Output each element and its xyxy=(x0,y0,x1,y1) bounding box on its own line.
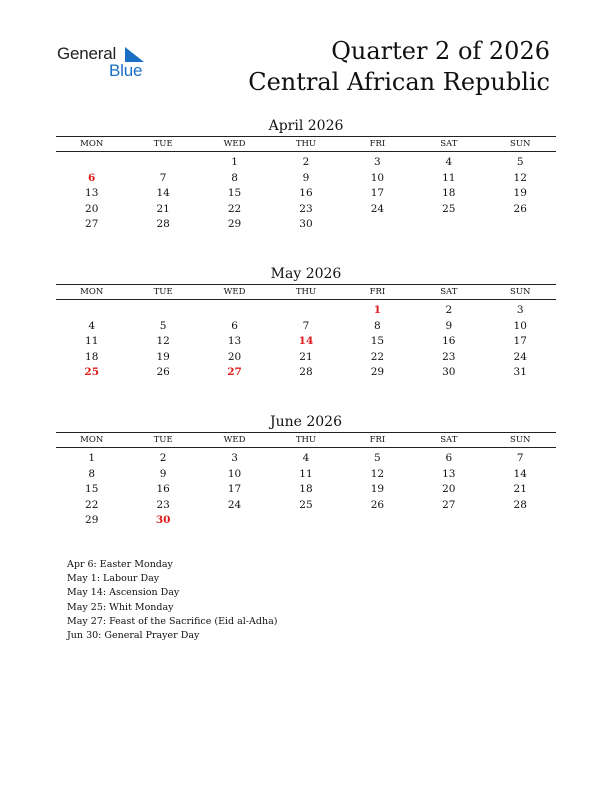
day-cell: 26 xyxy=(370,498,385,511)
weekday-label: WED xyxy=(223,139,246,149)
week-row xyxy=(56,365,556,381)
week-row xyxy=(56,467,556,483)
holiday-day-cell: 30 xyxy=(155,514,171,527)
month-block-may xyxy=(56,265,556,381)
day-cell: 3 xyxy=(231,452,238,464)
day-cell: 1 xyxy=(88,452,96,464)
week-row xyxy=(56,451,556,467)
day-cell: 1 xyxy=(231,156,238,168)
week-row xyxy=(56,171,556,187)
day-cell: 12 xyxy=(156,335,170,348)
title-quarter: Quarter 2 of 2026 xyxy=(331,37,550,65)
weekday-label: THU xyxy=(295,287,317,297)
empty-day-cell xyxy=(485,217,556,233)
day-cell: 4 xyxy=(302,452,310,464)
day-cell: 15 xyxy=(85,483,99,496)
day-cell: 30 xyxy=(442,366,456,379)
day-cell: 13 xyxy=(442,467,456,480)
holiday-note: May 25: Whit Monday xyxy=(67,601,174,613)
day-cell: 30 xyxy=(299,218,313,231)
empty-day-cell xyxy=(199,513,270,529)
day-cell: 31 xyxy=(513,366,527,379)
logo-text-blue: Blue xyxy=(109,61,143,80)
week-row xyxy=(56,186,556,202)
empty-day-cell xyxy=(413,217,484,233)
week-row xyxy=(56,303,556,319)
day-cell: 11 xyxy=(85,335,99,348)
day-cell: 18 xyxy=(299,483,313,496)
weekday-label: SAT xyxy=(440,287,458,297)
weekday-label: SAT xyxy=(440,139,458,149)
day-cell: 7 xyxy=(302,319,310,332)
empty-day-cell xyxy=(56,155,127,171)
day-cell: 20 xyxy=(85,202,99,215)
week-row xyxy=(56,350,556,366)
day-cell: 23 xyxy=(156,498,170,511)
weekday-label: MON xyxy=(80,287,104,297)
day-cell: 2 xyxy=(302,156,310,168)
weekday-header-row xyxy=(56,285,556,300)
day-cell: 15 xyxy=(227,187,242,200)
weekday-label: WED xyxy=(223,287,246,297)
day-cell: 29 xyxy=(85,514,99,527)
weekday-header-row xyxy=(56,433,556,448)
day-cell: 10 xyxy=(227,467,242,480)
day-cell: 29 xyxy=(227,218,242,231)
weekday-label: SUN xyxy=(510,287,531,297)
day-cell: 22 xyxy=(85,498,99,511)
day-cell: 9 xyxy=(159,467,167,480)
weekday-label: WED xyxy=(223,435,246,445)
month-block-april xyxy=(56,117,556,233)
day-cell: 9 xyxy=(445,319,453,332)
weekday-header-row xyxy=(56,137,556,152)
empty-day-cell xyxy=(485,513,556,529)
day-cell: 17 xyxy=(227,483,242,496)
day-cell: 8 xyxy=(231,171,238,184)
week-row xyxy=(56,202,556,218)
day-cell: 21 xyxy=(156,202,170,215)
day-cell: 10 xyxy=(513,319,527,332)
day-cell: 5 xyxy=(516,156,524,168)
weekday-label: SUN xyxy=(510,435,531,445)
day-cell: 12 xyxy=(513,171,527,184)
week-row xyxy=(56,319,556,335)
week-row xyxy=(56,155,556,171)
day-cell: 24 xyxy=(227,498,242,511)
day-cell: 8 xyxy=(374,319,381,332)
day-cell: 12 xyxy=(370,467,385,480)
month-title: May 2026 xyxy=(270,266,342,282)
day-cell: 23 xyxy=(299,202,313,215)
empty-day-cell xyxy=(127,303,198,319)
holiday-note: May 27: Feast of the Sacrifice (Eid al-Adha) xyxy=(67,615,278,627)
weekday-label: TUE xyxy=(153,287,173,297)
week-row xyxy=(56,482,556,498)
empty-day-cell xyxy=(199,303,270,319)
day-cell: 22 xyxy=(227,202,242,215)
empty-day-cell xyxy=(342,513,413,529)
day-cell: 10 xyxy=(370,171,385,184)
day-cell: 19 xyxy=(370,483,385,496)
day-cell: 20 xyxy=(442,483,456,496)
weekday-label: SAT xyxy=(440,435,458,445)
day-cell: 26 xyxy=(156,366,170,379)
day-cell: 7 xyxy=(516,452,524,464)
day-cell: 11 xyxy=(442,171,456,184)
day-cell: 24 xyxy=(370,202,385,215)
day-cell: 21 xyxy=(299,350,313,363)
title-country: Central African Republic xyxy=(248,68,550,96)
empty-day-cell xyxy=(127,155,198,171)
week-row xyxy=(56,334,556,350)
page-title xyxy=(248,36,550,98)
day-cell: 14 xyxy=(156,187,170,200)
day-cell: 26 xyxy=(513,202,527,215)
weekday-label: THU xyxy=(295,139,317,149)
day-cell: 2 xyxy=(159,452,167,464)
day-cell: 16 xyxy=(442,335,456,348)
day-cell: 5 xyxy=(159,319,167,332)
brand-logo xyxy=(57,44,157,84)
weekday-label: FRI xyxy=(369,435,386,445)
day-cell: 16 xyxy=(299,187,313,200)
holiday-note: May 1: Labour Day xyxy=(67,573,160,585)
day-cell: 8 xyxy=(88,467,96,480)
weekday-label: MON xyxy=(80,435,104,445)
month-block-june xyxy=(56,413,556,529)
weekday-label: MON xyxy=(80,139,104,149)
day-cell: 6 xyxy=(231,319,238,332)
day-cell: 28 xyxy=(299,366,313,379)
day-cell: 7 xyxy=(159,171,167,184)
day-cell: 3 xyxy=(516,304,524,316)
day-cell: 13 xyxy=(85,187,99,200)
day-cell: 18 xyxy=(442,187,456,200)
holiday-day-cell: 14 xyxy=(298,335,314,348)
day-cell: 24 xyxy=(513,350,527,363)
holiday-note: Apr 6: Easter Monday xyxy=(67,559,173,570)
weekday-label: FRI xyxy=(369,139,386,149)
holiday-note: May 14: Ascension Day xyxy=(67,587,180,599)
weekday-label: THU xyxy=(295,435,317,445)
day-cell: 17 xyxy=(513,335,527,348)
weekday-label: FRI xyxy=(369,287,386,297)
day-cell: 19 xyxy=(156,350,170,363)
calendar-grid xyxy=(56,432,556,529)
day-cell: 18 xyxy=(85,350,99,363)
logo-text-general: General xyxy=(57,44,117,63)
day-cell: 5 xyxy=(374,452,381,464)
empty-day-cell xyxy=(56,303,127,319)
holiday-day-cell: 6 xyxy=(88,171,96,184)
day-cell: 22 xyxy=(370,350,385,363)
calendar-grid xyxy=(56,284,556,381)
weekday-label: TUE xyxy=(153,435,173,445)
day-cell: 27 xyxy=(442,498,456,511)
day-cell: 13 xyxy=(227,335,242,348)
week-row xyxy=(56,513,556,529)
day-cell: 19 xyxy=(513,187,527,200)
day-cell: 23 xyxy=(442,350,456,363)
empty-day-cell xyxy=(270,513,341,529)
empty-day-cell xyxy=(342,217,413,233)
day-cell: 9 xyxy=(302,171,310,184)
weekday-label: TUE xyxy=(153,139,173,149)
empty-day-cell xyxy=(413,513,484,529)
day-cell: 3 xyxy=(374,156,381,168)
day-cell: 25 xyxy=(442,202,456,215)
month-title: April 2026 xyxy=(268,118,344,134)
day-cell: 28 xyxy=(156,218,170,231)
day-cell: 14 xyxy=(513,467,527,480)
holiday-day-cell: 25 xyxy=(84,366,100,379)
day-cell: 4 xyxy=(445,156,453,168)
day-cell: 27 xyxy=(85,218,99,231)
empty-day-cell xyxy=(270,303,341,319)
day-cell: 4 xyxy=(88,319,96,332)
day-cell: 20 xyxy=(227,350,242,363)
day-cell: 16 xyxy=(156,483,170,496)
day-cell: 11 xyxy=(299,467,313,480)
week-row xyxy=(56,498,556,514)
holiday-day-cell: 27 xyxy=(227,366,242,379)
day-cell: 29 xyxy=(370,366,385,379)
holiday-day-cell: 1 xyxy=(373,304,382,316)
day-cell: 17 xyxy=(370,187,385,200)
calendar-grid xyxy=(56,136,556,233)
day-cell: 21 xyxy=(513,483,527,496)
day-cell: 28 xyxy=(513,498,527,511)
month-title: June 2026 xyxy=(269,414,342,430)
day-cell: 2 xyxy=(445,304,453,316)
day-cell: 6 xyxy=(445,452,453,464)
holiday-note: Jun 30: General Prayer Day xyxy=(67,630,200,642)
day-cell: 25 xyxy=(299,498,313,511)
weekday-label: SUN xyxy=(510,139,531,149)
holiday-notes xyxy=(67,558,277,643)
day-cell: 15 xyxy=(370,335,385,348)
week-row xyxy=(56,217,556,233)
